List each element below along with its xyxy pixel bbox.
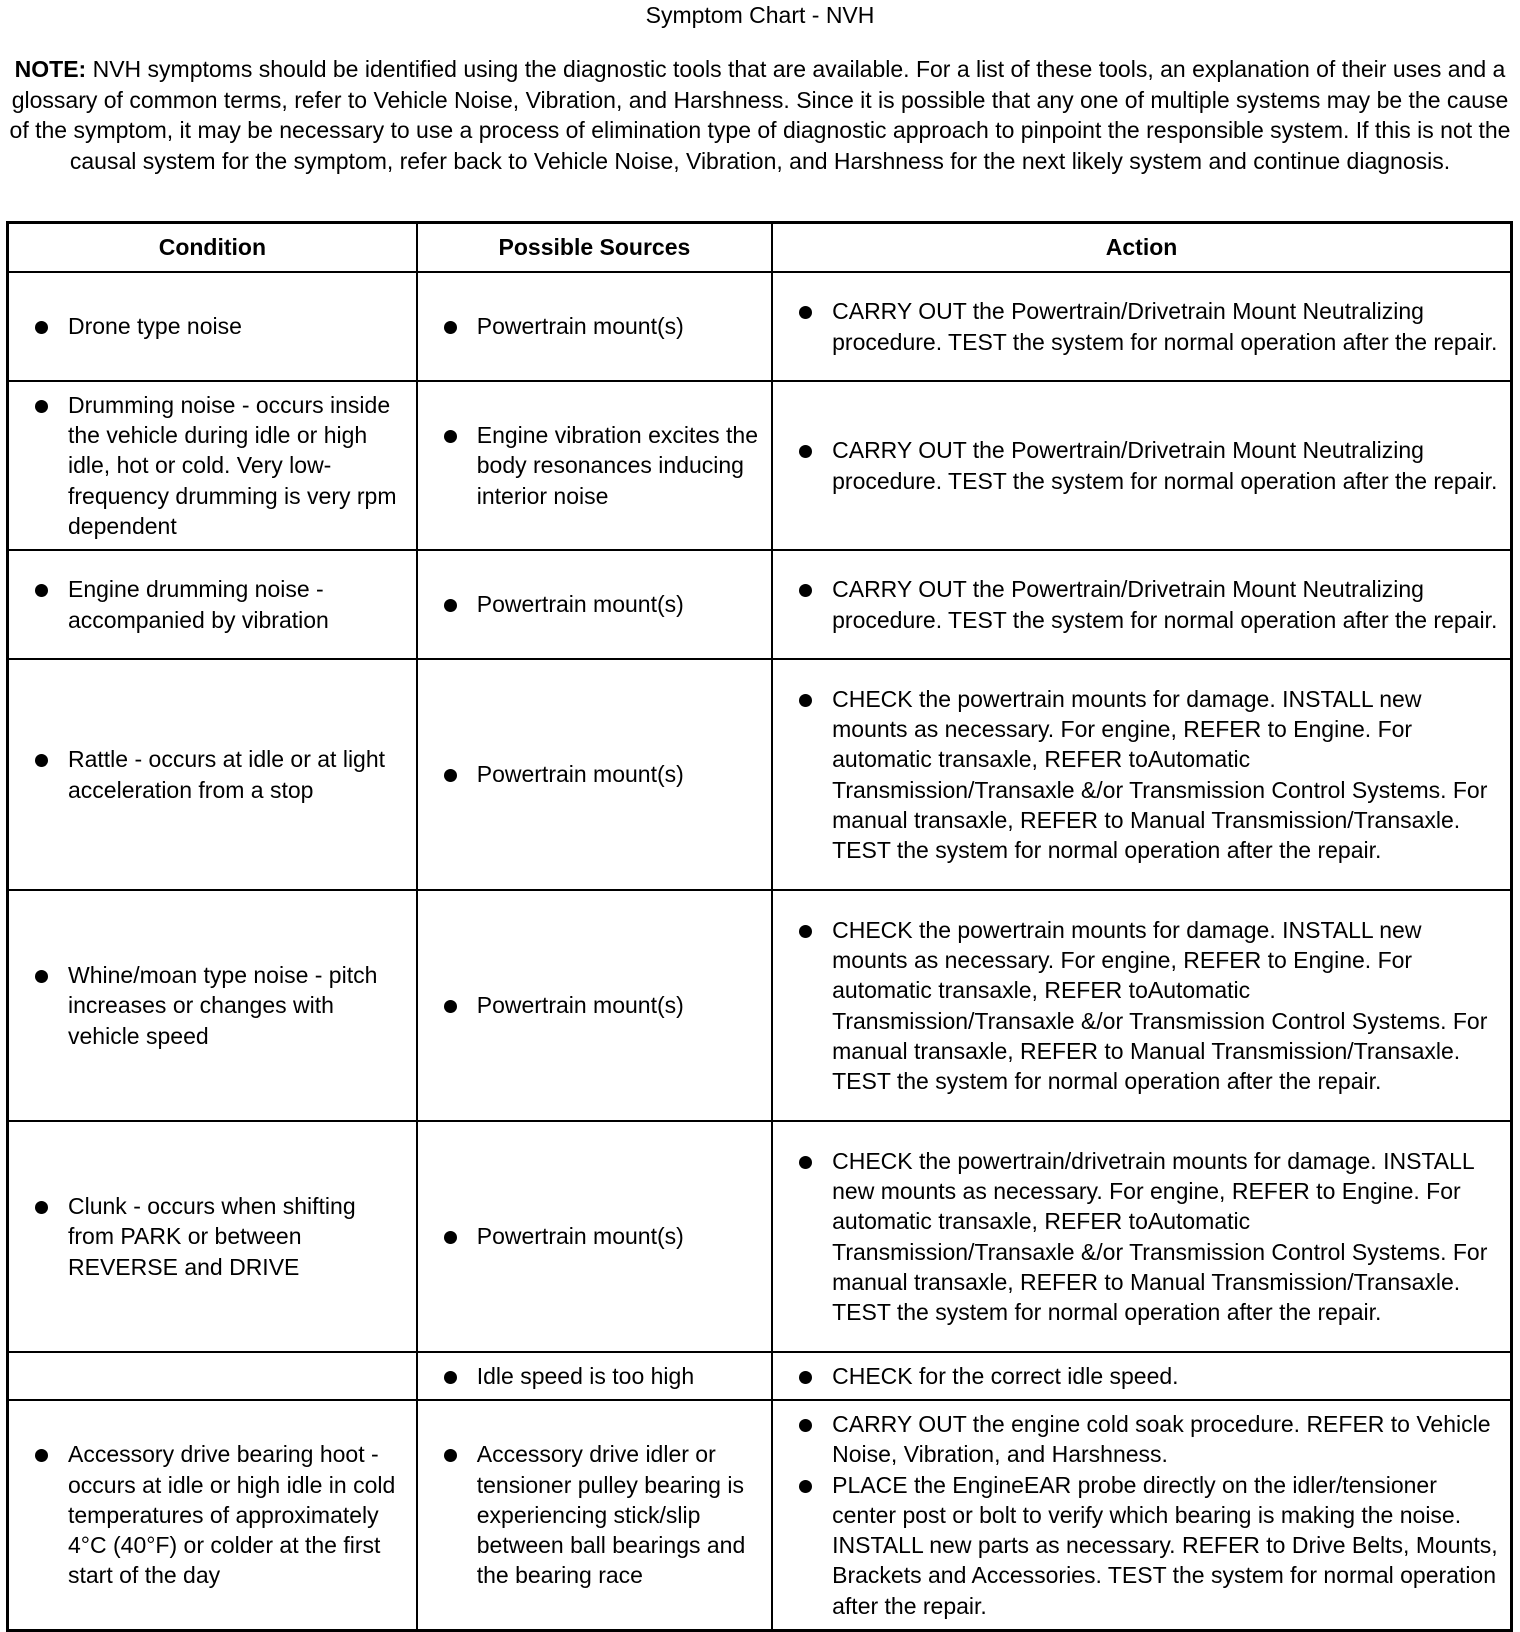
action-cell: [772, 1121, 1511, 1352]
action-item: PLACE the EngineEAR probe directly on the idler/tensioner center post or bolt to verify which bearing is making the noise. INSTALL new parts as necessary. REFER to Drive Belts, Mounts, Brackets and Accessories. TEST the system for normal operation after the repair.: [797, 1470, 1498, 1621]
action-cell: [772, 381, 1511, 550]
action-cell: [772, 1400, 1511, 1631]
table-row: [8, 1121, 1512, 1352]
source-cell: [417, 1352, 772, 1400]
condition-cell: [8, 381, 417, 550]
symptom-table: [6, 221, 1513, 1632]
source-cell: [417, 272, 772, 381]
condition-cell: [8, 890, 417, 1121]
condition-cell: [8, 1400, 417, 1631]
action-item: CARRY OUT the Powertrain/Drivetrain Mount Neutralizing procedure. TEST the system for normal operation after the repair.: [797, 574, 1498, 635]
source-item: Powertrain mount(s): [442, 1221, 759, 1251]
source-item: Engine vibration excites the body resonances inducing interior noise: [442, 420, 759, 511]
action-cell: [772, 1352, 1511, 1400]
source-cell: [417, 890, 772, 1121]
source-cell: [417, 381, 772, 550]
action-cell: [772, 272, 1511, 381]
table-row: [8, 1352, 1512, 1400]
source-cell: [417, 550, 772, 659]
table-row: [8, 272, 1512, 381]
action-item: CARRY OUT the engine cold soak procedure. REFER to Vehicle Noise, Vibration, and Harshness.: [797, 1409, 1498, 1470]
condition-item: Accessory drive bearing hoot - occurs at idle or high idle in cold temperatures of approximately 4°C (40°F) or colder at the first start of the day: [33, 1439, 404, 1590]
source-item: Powertrain mount(s): [442, 759, 759, 789]
note-text: NVH symptoms should be identified using the diagnostic tools that are available. For a list of these tools, an explanation of their uses and a glossary of common terms, refer to Vehicle Noise, Vibration, and Harshness. Since it is possible that any one of multiple systems may be the cause of the symptom, it may be necessary to use a process of elimination type of diagnostic approach to pinpoint the responsible system. If this is not the causal system for the symptom, refer back to Vehicle Noise, Vibration, and Harshness for the next likely system and continue diagnosis.: [9, 56, 1511, 174]
action-item: CARRY OUT the Powertrain/Drivetrain Mount Neutralizing procedure. TEST the system for normal operation after the repair.: [797, 435, 1498, 496]
header-condition: Condition: [8, 223, 417, 273]
action-item: CHECK the powertrain/drivetrain mounts for damage. INSTALL new mounts as necessary. For engine, REFER to Engine. For automatic transaxle, REFER toAutomatic Transmission/Transaxle &/or Transmission Control Systems. For manual transaxle, REFER to Manual Transmission/Transaxle. TEST the system for normal operation after the repair.: [797, 1146, 1498, 1328]
source-cell: [417, 1121, 772, 1352]
condition-cell: [8, 272, 417, 381]
note-label: NOTE:: [14, 56, 87, 82]
action-cell: [772, 659, 1511, 890]
action-item: CHECK for the correct idle speed.: [797, 1361, 1498, 1391]
page-title: Symptom Chart - NVH: [645, 2, 875, 28]
source-cell: [417, 1400, 772, 1631]
source-item: Powertrain mount(s): [442, 311, 759, 341]
condition-item: Drumming noise - occurs inside the vehicle during idle or high idle, hot or cold. Very low-frequency drumming is very rpm dependent: [33, 390, 404, 541]
action-cell: [772, 550, 1511, 659]
source-item: Powertrain mount(s): [442, 990, 759, 1020]
action-item: CHECK the powertrain mounts for damage. INSTALL new mounts as necessary. For engine, REFER to Engine. For automatic transaxle, REFER toAutomatic Transmission/Transaxle &/or Transmission Control Systems. For manual transaxle, REFER to Manual Transmission/Transaxle. TEST the system for normal operation after the repair.: [797, 684, 1498, 866]
table-row: [8, 1400, 1512, 1631]
table-header-row: [8, 223, 1512, 273]
table-row: [8, 890, 1512, 1121]
condition-cell: [8, 659, 417, 890]
action-cell: [772, 890, 1511, 1121]
condition-item: Rattle - occurs at idle or at light acceleration from a stop: [33, 744, 404, 805]
note-paragraph: [8, 54, 1512, 176]
action-item: CHECK the powertrain mounts for damage. INSTALL new mounts as necessary. For engine, REFER to Engine. For automatic transaxle, REFER toAutomatic Transmission/Transaxle &/or Transmission Control Systems. For manual transaxle, REFER to Manual Transmission/Transaxle. TEST the system for normal operation after the repair.: [797, 915, 1498, 1097]
condition-item: Clunk - occurs when shifting from PARK or between REVERSE and DRIVE: [33, 1191, 404, 1282]
table-row: [8, 550, 1512, 659]
header-action: Action: [772, 223, 1511, 273]
source-item: Accessory drive idler or tensioner pulley bearing is experiencing stick/slip between ball bearings and the bearing race: [442, 1439, 759, 1590]
condition-item: Drone type noise: [33, 311, 404, 341]
table-row: [8, 659, 1512, 890]
condition-item: Engine drumming noise - accompanied by vibration: [33, 574, 404, 635]
condition-cell: [8, 550, 417, 659]
condition-cell: [8, 1121, 417, 1352]
table-row: [8, 381, 1512, 550]
source-item: Powertrain mount(s): [442, 589, 759, 619]
condition-cell-empty: [8, 1352, 417, 1400]
condition-item: Whine/moan type noise - pitch increases or changes with vehicle speed: [33, 960, 404, 1051]
source-cell: [417, 659, 772, 890]
action-item: CARRY OUT the Powertrain/Drivetrain Mount Neutralizing procedure. TEST the system for normal operation after the repair.: [797, 296, 1498, 357]
source-item: Idle speed is too high: [442, 1361, 759, 1391]
header-possible-sources: Possible Sources: [417, 223, 772, 273]
